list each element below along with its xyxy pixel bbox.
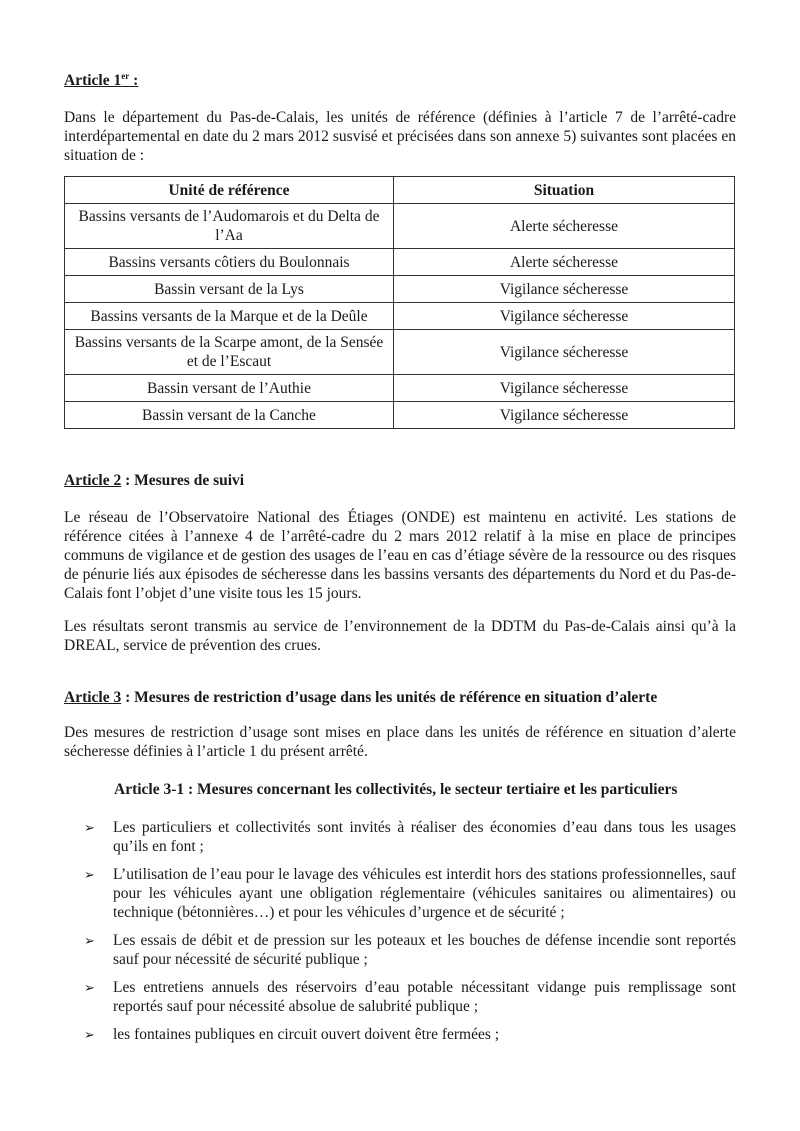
table-row — [65, 276, 735, 303]
table-row — [65, 402, 735, 429]
table-header-row — [65, 177, 735, 204]
situation-cell: Vigilance sécheresse — [394, 375, 735, 402]
article-3-heading — [64, 688, 657, 707]
article-3-paragraph: Des mesures de restriction d’usage sont mises en place dans les unités de référence en situation d’alerte sécheresse définies à l’article 1 du présent arrêté. — [64, 724, 736, 760]
arrow-bullet-icon: ➢ — [84, 1027, 95, 1042]
table-row — [65, 375, 735, 402]
article-2-label: Article 2 — [64, 472, 122, 489]
article-2-title: : Mesures de suivi — [121, 472, 245, 489]
arrow-bullet-icon: ➢ — [84, 820, 95, 835]
article-2-paragraph-2: Les résultats seront transmis au service de l’environnement de la DDTM du Pas-de-Calais ainsi qu’à la DREAL, service de prévention des crues. — [64, 618, 736, 654]
article-2-paragraph-1: Le réseau de l’Observatoire National des Étiages (ONDE) est maintenu en activité. Les stations de référence citées à l’annexe 4 de l’arrêté-cadre du 2 mars 2012 relatif à la mise en place de principes communs de vigilance et de gestion des usages de l’eau en cas d’étiage sévère de la ressource ou des risques de pénurie liés aux épisodes de sécheresse dans les bassins versants des départements du Nord et du Pas-de-Calais font l’objet d’une visite tous les 15 jours. — [64, 509, 736, 602]
list-item: ➢ L’utilisation de l’eau pour le lavage des véhicules est interdit hors des stations professionnelles, sauf pour les véhicules ayant une obligation réglementaire (véhicules sanitaires ou alimentaires) ou technique (bétonnières…) et pour les véhicules d’urgence et de sécurité ; — [84, 866, 736, 921]
reference-units-table — [64, 176, 735, 429]
unit-cell: Bassin versant de la Canche — [65, 402, 394, 429]
unit-cell: Bassins versants de la Marque et de la Deûle — [65, 303, 394, 330]
arrow-bullet-icon: ➢ — [84, 867, 95, 882]
article-1-paragraph: Dans le département du Pas-de-Calais, les unités de référence (définies à l’article 7 de l’arrêté-cadre interdépartemental en date du 2 mars 2012 susvisé et précisées dans son annexe 5) suivantes sont placées en situation de : — [64, 109, 736, 164]
situation-cell: Vigilance sécheresse — [394, 402, 735, 429]
article-3-label: Article 3 — [64, 689, 122, 706]
arrow-bullet-icon: ➢ — [84, 933, 95, 948]
table-row — [65, 249, 735, 276]
situation-cell: Alerte sécheresse — [394, 249, 735, 276]
table-row — [65, 330, 735, 375]
unit-cell: Bassin versant de la Lys — [65, 276, 394, 303]
article-3-1-heading: Article 3-1 : Mesures concernant les collectivités, le secteur tertiaire et les particuliers — [114, 781, 678, 798]
table-row — [65, 204, 735, 249]
list-item: ➢ Les entretiens annuels des réservoirs d’eau potable nécessitant vidange puis remplissage sont reportés sauf pour nécessité absolue de salubrité publique ; — [84, 979, 736, 1015]
table-row — [65, 303, 735, 330]
list-item: ➢ Les particuliers et collectivités sont invités à réaliser des économies d’eau dans tous les usages qu’ils en font ; — [84, 819, 736, 855]
unit-cell: Bassins versants de l’Audomarois et du Delta de l’Aa — [65, 204, 394, 249]
unit-cell: Bassins versants côtiers du Boulonnais — [65, 249, 394, 276]
article-1-label: Article 1er : — [64, 70, 139, 89]
situation-cell: Vigilance sécheresse — [394, 276, 735, 303]
situation-cell: Vigilance sécheresse — [394, 303, 735, 330]
column-header-unit: Unité de référence — [65, 177, 394, 204]
situation-cell: Vigilance sécheresse — [394, 330, 735, 375]
article-2-heading — [64, 471, 244, 490]
article-1-heading — [64, 71, 138, 90]
list-item: ➢ Les essais de débit et de pression sur les poteaux et les bouches de défense incendie sont reportés sauf pour nécessité de sécurité publique ; — [84, 932, 736, 968]
situation-cell: Alerte sécheresse — [394, 204, 735, 249]
unit-cell: Bassins versants de la Scarpe amont, de la Sensée et de l’Escaut — [65, 330, 394, 375]
measures-list — [84, 818, 736, 1053]
arrow-bullet-icon: ➢ — [84, 980, 95, 995]
unit-cell: Bassin versant de l’Authie — [65, 375, 394, 402]
list-item: ➢ les fontaines publiques en circuit ouvert doivent être fermées ; — [84, 1026, 500, 1043]
column-header-situation: Situation — [394, 177, 735, 204]
article-3-title: : Mesures de restriction d’usage dans les unités de référence en situation d’alerte — [121, 689, 658, 706]
